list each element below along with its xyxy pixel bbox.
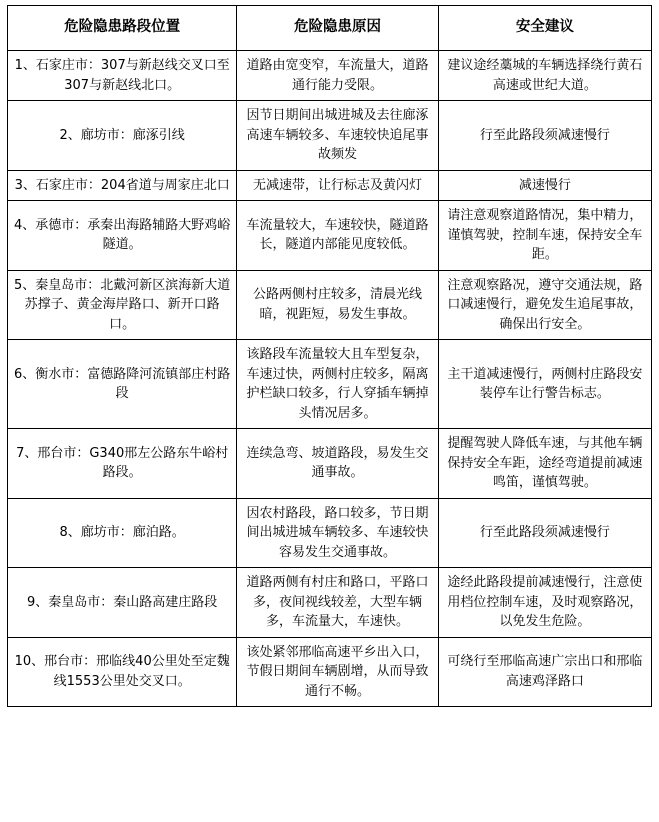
cell-location: 4、承德市：承秦出海路辅路大野鸡峪隧道。 <box>8 201 237 271</box>
cell-advice: 请注意观察道路情况，集中精力，谨慎驾驶，控制车速，保持安全车距。 <box>438 201 651 271</box>
cell-cause: 该处紧邻邢临高速平乡出入口，节假日期间车辆剧增，从而导致通行不畅。 <box>237 637 438 707</box>
cell-location: 1、石家庄市：307与新赵线交叉口至307与新赵线北口。 <box>8 51 237 101</box>
cell-advice: 提醒驾驶人降低车速，与其他车辆保持安全车距，途经弯道提前减速鸣笛，谨慎驾驶。 <box>438 429 651 499</box>
cell-location: 2、廊坊市：廊涿引线 <box>8 101 237 171</box>
cell-cause: 无减速带，让行标志及黄闪灯 <box>237 170 438 201</box>
cell-advice: 减速慢行 <box>438 170 651 201</box>
cell-advice: 途经此路段提前减速慢行，注意使用档位控制车速，及时观察路况，以免发生危险。 <box>438 568 651 638</box>
cell-cause: 因农村路段，路口较多，节日期间出城进城车辆较多、车速较快容易发生交通事故。 <box>237 498 438 568</box>
table-row <box>8 498 652 568</box>
table-row <box>8 201 652 271</box>
cell-advice: 可绕行至邢临高速广宗出口和邢临高速鸡泽路口 <box>438 637 651 707</box>
cell-cause: 道路由宽变窄，车流量大，道路通行能力受限。 <box>237 51 438 101</box>
cell-advice: 主干道减速慢行，两侧村庄路段安装停车让行警告标志。 <box>438 340 651 429</box>
column-header-advice: 安全建议 <box>438 6 651 51</box>
table-row <box>8 340 652 429</box>
cell-cause: 连续急弯、坡道路段，易发生交通事故。 <box>237 429 438 499</box>
table-row <box>8 568 652 638</box>
table-row <box>8 170 652 201</box>
table-row <box>8 270 652 340</box>
cell-location: 8、廊坊市：廊泊路。 <box>8 498 237 568</box>
cell-advice: 行至此路段须减速慢行 <box>438 498 651 568</box>
cell-location: 6、衡水市：富德路降河流镇部庄村路段 <box>8 340 237 429</box>
table-row <box>8 51 652 101</box>
table-row <box>8 429 652 499</box>
risk-sections-table <box>7 5 652 707</box>
table-header-row <box>8 6 652 51</box>
cell-location: 3、石家庄市：204省道与周家庄北口 <box>8 170 237 201</box>
cell-cause: 因节日期间出城进城及去往廊涿高速车辆较多、车速较快追尾事故频发 <box>237 101 438 171</box>
cell-advice: 行至此路段须减速慢行 <box>438 101 651 171</box>
column-header-location: 危险隐患路段位置 <box>8 6 237 51</box>
table-row <box>8 637 652 707</box>
column-header-cause: 危险隐患原因 <box>237 6 438 51</box>
cell-location: 10、邢台市：邢临线40公里处至定魏线1553公里处交叉口。 <box>8 637 237 707</box>
cell-location: 5、秦皇岛市：北戴河新区滨海新大道苏撑子、黄金海岸路口、新开口路口。 <box>8 270 237 340</box>
cell-cause: 公路两侧村庄较多，清晨光线暗，视距短，易发生事故。 <box>237 270 438 340</box>
cell-advice: 注意观察路况，遵守交通法规，路口减速慢行，避免发生追尾事故，确保出行安全。 <box>438 270 651 340</box>
cell-location: 7、邢台市：G340邢左公路东牛峪村路段。 <box>8 429 237 499</box>
cell-cause: 车流量较大，车速较快，隧道路长，隧道内部能见度较低。 <box>237 201 438 271</box>
cell-cause: 该路段车流量较大且车型复杂，车速过快，两侧村庄较多，隔离护栏缺口较多，行人穿插车辆掉头情况居多。 <box>237 340 438 429</box>
cell-location: 9、秦皇岛市：秦山路高建庄路段 <box>8 568 237 638</box>
table-row <box>8 101 652 171</box>
cell-cause: 道路两侧有村庄和路口，平路口多，夜间视线较差，大型车辆多，车流量大，车速快。 <box>237 568 438 638</box>
cell-advice: 建议途经藁城的车辆选择绕行黄石高速或世纪大道。 <box>438 51 651 101</box>
